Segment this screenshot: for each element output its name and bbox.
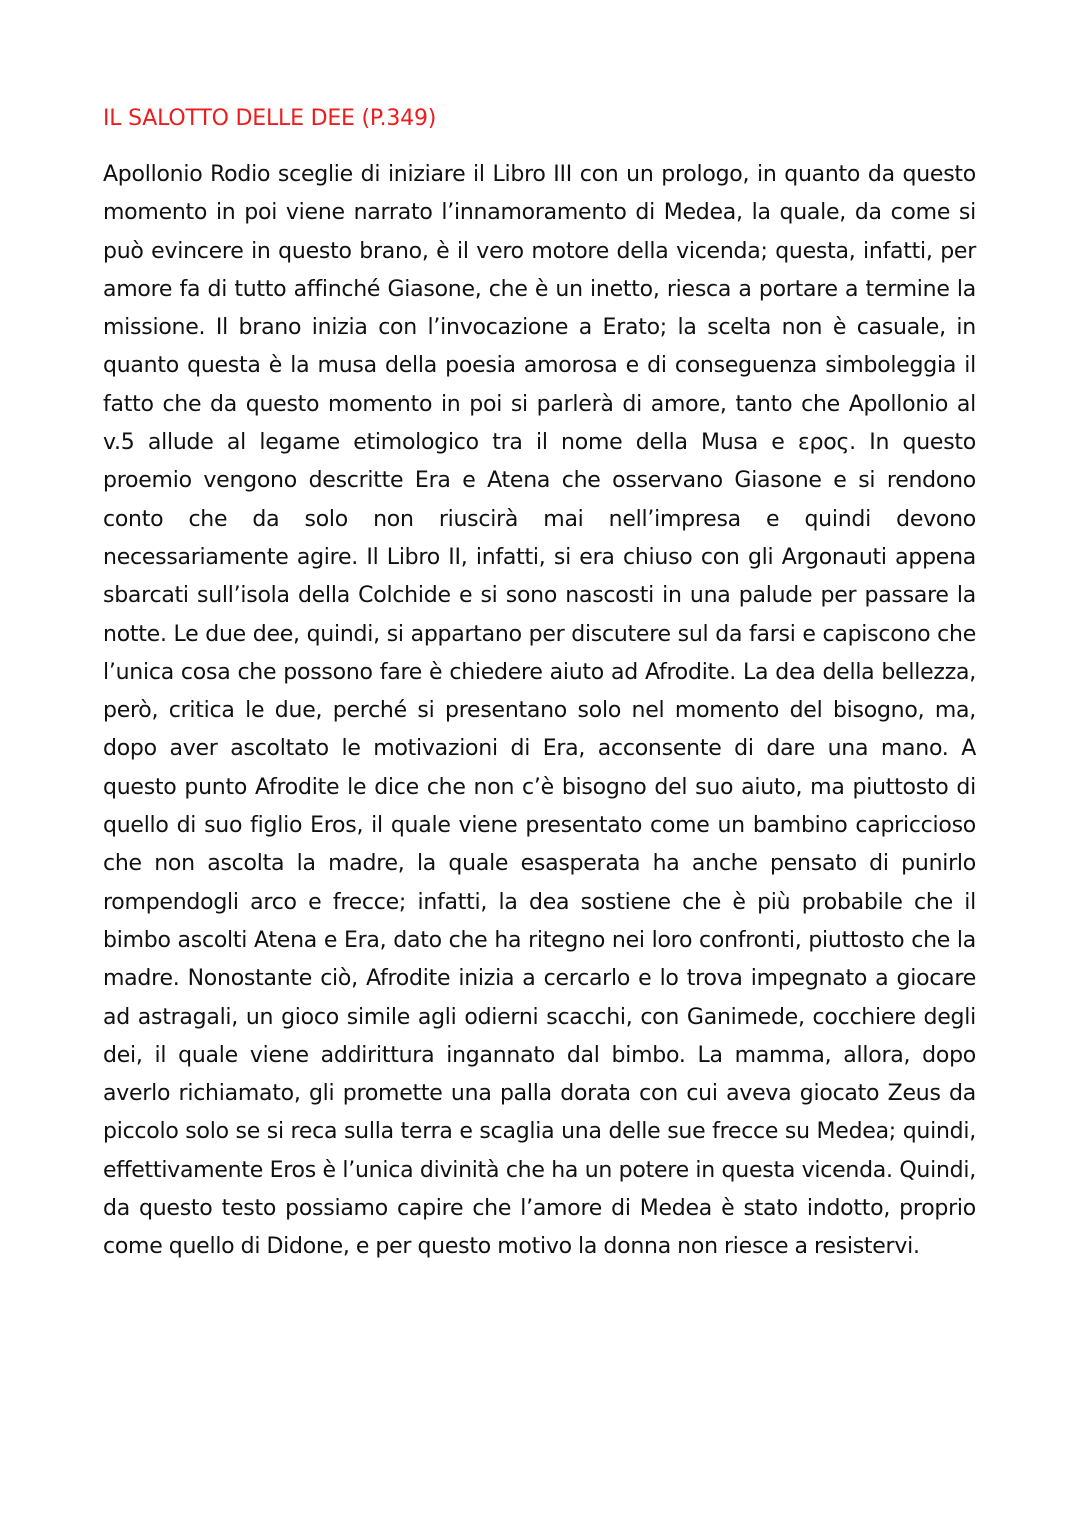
body-paragraph: Apollonio Rodio sceglie di iniziare il Libro III con un prologo, in quanto da questo momento in poi viene narrato l’innamoramento di Medea, la quale, da come si può evincere in questo brano, è il vero motore della vicenda; questa, infatti, per amore fa di tutto affinché Giasone, che è un inetto, riesca a portare a termine la missione. Il brano inizia con l’invocazione a Erato; la scelta non è casuale, in quanto questa è la musa della poesia amorosa e di conseguenza simboleggia il fatto che da questo momento in poi si parlerà di amore, tanto che Apollonio al v.5 allude al legame etimologico tra il nome della Musa e ερος. In questo proemio vengono descritte Era e Atena che osservano Giasone e si rendono conto che da solo non riuscirà mai nell’impresa e quindi devono necessariamente agire. Il Libro II, infatti, si era chiuso con gli Argonauti appena sbarcati sull’isola della Colchide e si sono nascosti in una palude per passare la notte. Le due dee, quindi, si appartano per discutere sul da farsi e capiscono che l’unica cosa che possono fare è chiedere aiuto ad Afrodite. La dea della bellezza, però, critica le due, perché si presentano solo nel momento del bisogno, ma, dopo aver ascoltato le motivazioni di Era, acconsente di dare una mano. A questo punto Afrodite le dice che non c’è bisogno del suo aiuto, ma piuttosto di quello di suo figlio Eros, il quale viene presentato come un bambino capriccioso che non ascolta la madre, la quale esasperata ha anche pensato di punirlo rompendogli arco e frecce; infatti, la dea sostiene che è più probabile che il bimbo ascolti Atena e Era, dato che ha ritegno nei loro confronti, piuttosto che la madre. Nonostante ciò, Afrodite inizia a cercarlo e lo trova impegnato a giocare ad astragali, un gioco simile agli odierni scacchi, con Ganimede, cocchiere degli dei, il quale viene addirittura ingannato dal bimbo. La mamma, allora, dopo averlo richiamato, gli promette una palla dorata con cui aveva giocato Zeus da piccolo solo se si reca sulla terra e scaglia una delle sue frecce su Medea; quindi, effettivamente Eros è l’unica divinità che ha un potere in questa vicenda. Quindi, da questo testo possiamo capire che l’amore di Medea è stato indotto, proprio come quello di Didone, e per questo motivo la donna non riesce a resistervi.	[103, 162, 976, 1260]
page-title: IL SALOTTO DELLE DEE (P.349)	[103, 106, 437, 131]
